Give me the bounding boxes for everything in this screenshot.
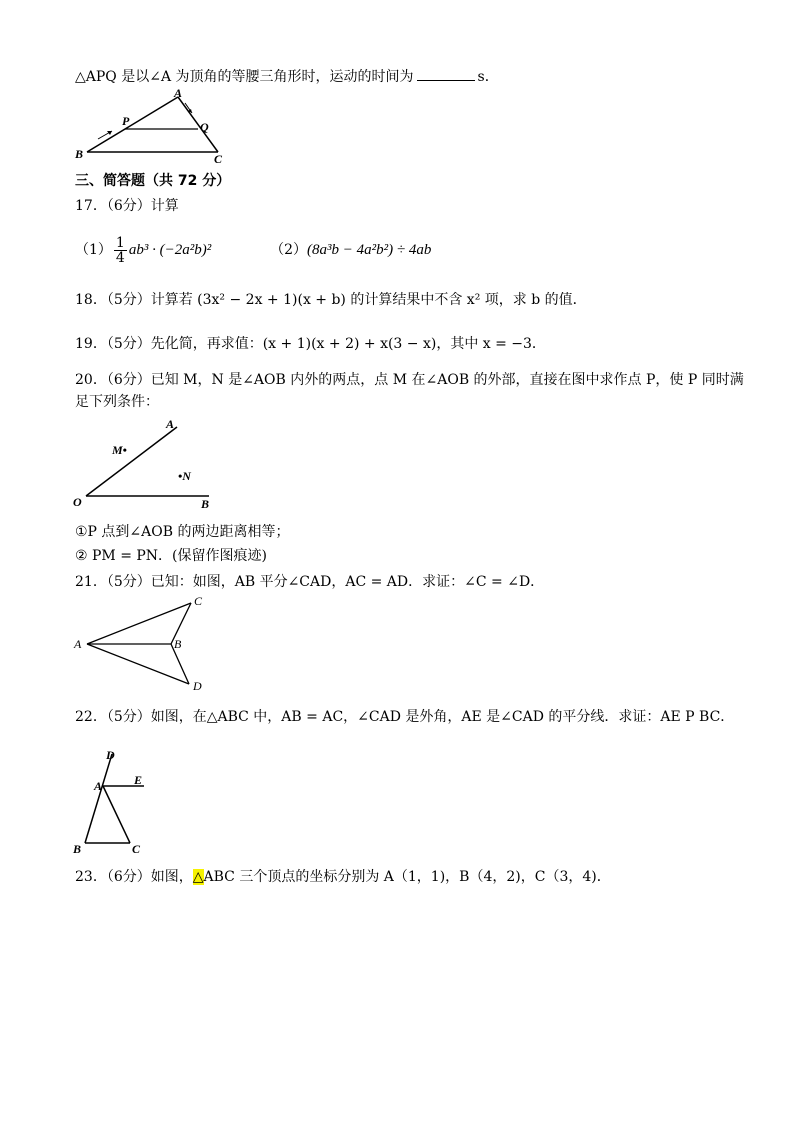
fig1-side-ac — [178, 97, 218, 152]
fig1-label-c: C — [214, 152, 223, 166]
section-heading: 三、简答题（共 72 分） — [75, 173, 231, 189]
q23-text — [75, 868, 611, 886]
fraction-denominator: 4 — [115, 249, 125, 266]
q16-unit: s． — [477, 69, 499, 85]
fig20-label-o: O — [73, 495, 82, 509]
fig20-point-m: M• — [112, 443, 127, 457]
q17-1-label: （1） — [75, 242, 112, 258]
figure-triangle-apq — [70, 86, 240, 170]
fig21-label-a: A — [74, 637, 82, 651]
fig22-label-e: E — [134, 773, 143, 787]
q17-1-expression: ab³ · (−2a²b)² — [128, 242, 212, 258]
q16-text: △APQ 是以∠A 为顶角的等腰三角形时，运动的时间为 — [75, 69, 414, 85]
figure-kite-acbd — [72, 594, 212, 693]
q17-1-fraction — [114, 236, 127, 265]
fig20-ray-oa — [86, 427, 177, 496]
q17-expressions — [75, 232, 431, 268]
q17-heading: 17．（6分）计算 — [75, 198, 179, 214]
q20-text-line2: 足下列条件： — [75, 394, 159, 410]
fig21-label-d: D — [193, 679, 202, 693]
figure-angle-aob — [70, 418, 220, 518]
fig21-label-b: B — [174, 637, 182, 651]
fig22-label-a: A — [94, 779, 103, 793]
q23-body: ABC 三个顶点的坐标分别为 A（1，1)，B（4，2)，C（3，4)． — [203, 869, 611, 885]
fig20-label-a: A — [166, 417, 175, 431]
fig20-label-b: B — [201, 497, 210, 511]
fig22-label-c: C — [132, 842, 141, 856]
q23-prefix: 23．（6分）如图， — [75, 869, 193, 885]
q18-text: 18．（5分）计算若 (3x² − 2x + 1)(x + b) 的计算结果中不含 x² 项，求 b 的值． — [75, 292, 587, 308]
answer-blank[interactable] — [417, 66, 475, 81]
q22-text: 22．（5分）如图，在△ABC 中，AB = AC，∠CAD 是外角，AE 是∠CAD 的平分线．求证：AE P BC． — [75, 709, 735, 725]
highlighted-triangle-symbol: △ — [192, 869, 204, 885]
figure-triangle-abc-exterior — [70, 745, 160, 860]
fig1-label-b: B — [75, 147, 84, 161]
q17-2-label: （2） — [270, 242, 308, 258]
fig20-point-n: •N — [178, 469, 191, 483]
fig1-label-a: A — [174, 86, 183, 100]
q16-tail-line — [75, 66, 499, 86]
fig21-label-c: C — [194, 594, 203, 608]
fraction-numerator: 1 — [115, 234, 125, 251]
fig22-line-db — [85, 754, 112, 843]
fig22-side-ac — [103, 786, 130, 843]
q20-condition-1: ①P 点到∠AOB 的两边距离相等； — [75, 524, 290, 540]
q20-condition-2: ② PM = PN．(保留作图痕迹) — [75, 548, 267, 564]
q19-text: 19．（5分）先化简，再求值：(x + 1)(x + 2) + x(3 − x)，其中 x = −3． — [75, 336, 546, 352]
fig1-side-ba — [87, 97, 178, 152]
q21-text: 21．（5分）已知：如图，AB 平分∠CAD，AC = AD．求证：∠C = ∠D． — [75, 574, 545, 590]
fig1-label-q: Q — [200, 120, 209, 134]
fig22-label-d: D — [106, 748, 115, 762]
q20-text-line1: 20．（6分）已知 M，N 是∠AOB 内外的两点，点 M 在∠AOB 的外部，直接在图中求作点 P，使 P 同时满 — [75, 372, 744, 388]
fig22-label-b: B — [73, 842, 82, 856]
q17-2-expression: (8a³b − 4a²b²) ÷ 4ab — [307, 242, 432, 258]
fig1-label-p: P — [122, 114, 130, 128]
